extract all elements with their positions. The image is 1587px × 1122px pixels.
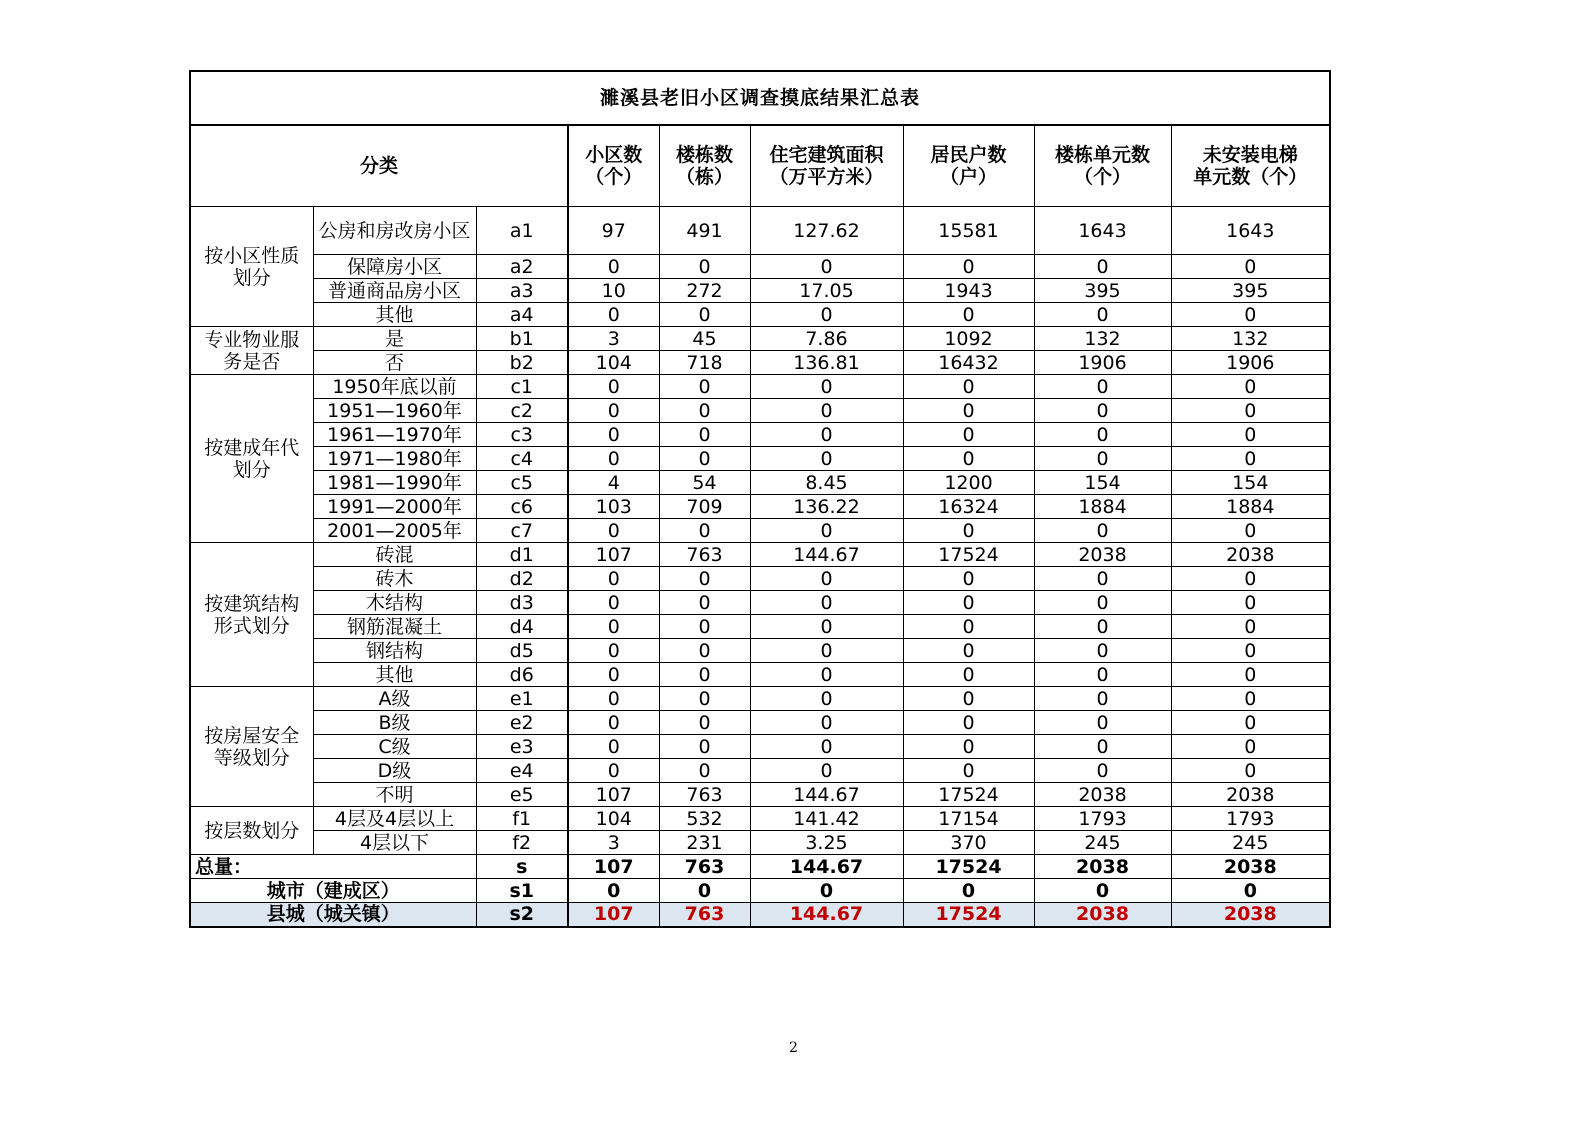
value-cell: 0 <box>903 687 1034 711</box>
value-cell: 0 <box>568 615 659 639</box>
value-cell: 104 <box>568 807 659 831</box>
value-cell: 0 <box>903 615 1034 639</box>
value-cell: 0 <box>659 423 750 447</box>
value-cell: 104 <box>568 351 659 375</box>
value-cell: 1200 <box>903 471 1034 495</box>
row-code: c1 <box>476 375 568 399</box>
value-cell: 2038 <box>1034 855 1171 879</box>
row-code: e2 <box>476 711 568 735</box>
row-name: 1950年底以前 <box>313 375 476 399</box>
summary-table <box>189 70 1331 928</box>
value-cell: 272 <box>659 279 750 303</box>
value-cell: 763 <box>659 903 750 927</box>
total-code: s <box>476 855 568 879</box>
value-cell: 0 <box>568 303 659 327</box>
row-name: 1981—1990年 <box>313 471 476 495</box>
value-cell: 0 <box>750 519 903 543</box>
total-label: 城市（建成区） <box>190 879 476 903</box>
value-cell: 231 <box>659 831 750 855</box>
value-cell: 1643 <box>1171 207 1330 255</box>
value-cell: 0 <box>659 303 750 327</box>
row-code: d6 <box>476 663 568 687</box>
header-units: 楼栋单元数 （个） <box>1034 125 1171 207</box>
value-cell: 0 <box>659 735 750 759</box>
value-cell: 2038 <box>1171 543 1330 567</box>
total-row <box>190 903 1330 927</box>
value-cell: 0 <box>903 759 1034 783</box>
row-name: 钢结构 <box>313 639 476 663</box>
value-cell: 0 <box>659 447 750 471</box>
row-code: a4 <box>476 303 568 327</box>
value-cell: 0 <box>903 519 1034 543</box>
value-cell: 7.86 <box>750 327 903 351</box>
value-cell: 0 <box>568 423 659 447</box>
row-name: 其他 <box>313 663 476 687</box>
value-cell: 0 <box>568 255 659 279</box>
value-cell: 107 <box>568 855 659 879</box>
value-cell: 0 <box>1034 519 1171 543</box>
row-code: d3 <box>476 591 568 615</box>
value-cell: 0 <box>1034 591 1171 615</box>
row-code: f1 <box>476 807 568 831</box>
value-cell: 0 <box>1034 567 1171 591</box>
table-row <box>190 207 1330 255</box>
value-cell: 0 <box>568 879 659 903</box>
value-cell: 763 <box>659 543 750 567</box>
value-cell: 0 <box>1171 447 1330 471</box>
value-cell: 1884 <box>1171 495 1330 519</box>
value-cell: 17524 <box>903 783 1034 807</box>
value-cell: 2038 <box>1034 783 1171 807</box>
row-code: a2 <box>476 255 568 279</box>
value-cell: 127.62 <box>750 207 903 255</box>
table-row <box>190 783 1330 807</box>
group-label <box>190 207 313 327</box>
value-cell: 0 <box>1171 567 1330 591</box>
row-name: 1951—1960年 <box>313 399 476 423</box>
row-name: B级 <box>313 711 476 735</box>
value-cell: 0 <box>1034 399 1171 423</box>
total-label: 总量： <box>190 855 476 879</box>
row-name: 钢筋混凝土 <box>313 615 476 639</box>
value-cell: 0 <box>1171 735 1330 759</box>
value-cell: 0 <box>1034 639 1171 663</box>
value-cell: 103 <box>568 495 659 519</box>
value-cell: 132 <box>1171 327 1330 351</box>
value-cell: 0 <box>568 591 659 615</box>
value-cell: 3 <box>568 327 659 351</box>
value-cell: 154 <box>1034 471 1171 495</box>
value-cell: 0 <box>659 591 750 615</box>
value-cell: 0 <box>1171 303 1330 327</box>
value-cell: 144.67 <box>750 903 903 927</box>
table-row <box>190 471 1330 495</box>
value-cell: 0 <box>1034 375 1171 399</box>
value-cell: 395 <box>1034 279 1171 303</box>
table-row <box>190 735 1330 759</box>
table-title: 濉溪县老旧小区调查摸底结果汇总表 <box>190 71 1330 125</box>
table-row <box>190 495 1330 519</box>
value-cell: 16324 <box>903 495 1034 519</box>
value-cell: 0 <box>1171 399 1330 423</box>
value-cell: 0 <box>903 255 1034 279</box>
group-label-line: 划分 <box>232 266 271 289</box>
value-cell: 0 <box>1034 423 1171 447</box>
value-cell: 0 <box>903 423 1034 447</box>
total-row <box>190 879 1330 903</box>
row-code: c6 <box>476 495 568 519</box>
table-row <box>190 639 1330 663</box>
value-cell: 718 <box>659 351 750 375</box>
group-label-line: 按小区性质 <box>204 244 300 267</box>
row-code: a1 <box>476 207 568 255</box>
value-cell: 45 <box>659 327 750 351</box>
value-cell: 0 <box>1171 711 1330 735</box>
table-row <box>190 615 1330 639</box>
row-code: d2 <box>476 567 568 591</box>
value-cell: 0 <box>1034 879 1171 903</box>
row-name: 2001—2005年 <box>313 519 476 543</box>
row-code: b1 <box>476 327 568 351</box>
value-cell: 0 <box>750 591 903 615</box>
value-cell: 0 <box>659 255 750 279</box>
value-cell: 0 <box>568 567 659 591</box>
value-cell: 0 <box>568 519 659 543</box>
total-code: s1 <box>476 879 568 903</box>
row-name: 木结构 <box>313 591 476 615</box>
header-buildings: 楼栋数 （栋） <box>659 125 750 207</box>
value-cell: 0 <box>750 711 903 735</box>
value-cell: 0 <box>1034 255 1171 279</box>
value-cell: 763 <box>659 783 750 807</box>
table-row <box>190 447 1330 471</box>
table-row <box>190 327 1330 351</box>
row-code: c7 <box>476 519 568 543</box>
value-cell: 0 <box>568 663 659 687</box>
value-cell: 1906 <box>1034 351 1171 375</box>
row-name: 1971—1980年 <box>313 447 476 471</box>
value-cell: 1884 <box>1034 495 1171 519</box>
value-cell: 0 <box>1171 423 1330 447</box>
table-row <box>190 711 1330 735</box>
table-row <box>190 255 1330 279</box>
value-cell: 0 <box>568 759 659 783</box>
table-row <box>190 399 1330 423</box>
row-code: e3 <box>476 735 568 759</box>
value-cell: 3.25 <box>750 831 903 855</box>
value-cell: 144.67 <box>750 543 903 567</box>
row-name: 4层以下 <box>313 831 476 855</box>
value-cell: 0 <box>903 591 1034 615</box>
value-cell: 4 <box>568 471 659 495</box>
value-cell: 136.81 <box>750 351 903 375</box>
row-code: c5 <box>476 471 568 495</box>
value-cell: 0 <box>750 375 903 399</box>
value-cell: 709 <box>659 495 750 519</box>
value-cell: 1643 <box>1034 207 1171 255</box>
row-code: d5 <box>476 639 568 663</box>
value-cell: 0 <box>659 639 750 663</box>
group-label-line: 专业物业服 <box>204 328 300 351</box>
value-cell: 0 <box>1034 663 1171 687</box>
value-cell: 0 <box>1171 759 1330 783</box>
value-cell: 0 <box>1034 759 1171 783</box>
value-cell: 0 <box>1034 447 1171 471</box>
table-row <box>190 375 1330 399</box>
value-cell: 0 <box>659 879 750 903</box>
value-cell: 17524 <box>903 543 1034 567</box>
value-cell: 0 <box>659 711 750 735</box>
value-cell: 395 <box>1171 279 1330 303</box>
value-cell: 0 <box>659 615 750 639</box>
table-row <box>190 303 1330 327</box>
value-cell: 0 <box>1034 615 1171 639</box>
group-label-line: 按层数划分 <box>204 819 300 842</box>
value-cell: 532 <box>659 807 750 831</box>
header-row <box>190 125 1330 207</box>
table-row <box>190 543 1330 567</box>
header-households: 居民户数 （户） <box>903 125 1034 207</box>
value-cell: 17524 <box>903 855 1034 879</box>
header-category: 分类 <box>190 125 568 207</box>
group-label <box>190 687 313 807</box>
table-row <box>190 687 1330 711</box>
row-code: c3 <box>476 423 568 447</box>
value-cell: 154 <box>1171 471 1330 495</box>
value-cell: 0 <box>1171 591 1330 615</box>
row-name: 否 <box>313 351 476 375</box>
value-cell: 17524 <box>903 903 1034 927</box>
value-cell: 0 <box>1171 639 1330 663</box>
value-cell: 97 <box>568 207 659 255</box>
page-number: 2 <box>789 1040 798 1056</box>
row-name: 1961—1970年 <box>313 423 476 447</box>
row-name: 1991—2000年 <box>313 495 476 519</box>
value-cell: 0 <box>903 303 1034 327</box>
row-name: D级 <box>313 759 476 783</box>
value-cell: 2038 <box>1171 855 1330 879</box>
value-cell: 0 <box>750 639 903 663</box>
value-cell: 0 <box>903 663 1034 687</box>
value-cell: 0 <box>568 735 659 759</box>
table-row <box>190 567 1330 591</box>
value-cell: 0 <box>750 759 903 783</box>
value-cell: 0 <box>1034 711 1171 735</box>
value-cell: 1092 <box>903 327 1034 351</box>
value-cell: 0 <box>1171 663 1330 687</box>
value-cell: 0 <box>750 879 903 903</box>
value-cell: 0 <box>659 567 750 591</box>
row-name: A级 <box>313 687 476 711</box>
group-label <box>190 543 313 687</box>
value-cell: 2038 <box>1171 783 1330 807</box>
value-cell: 0 <box>1171 519 1330 543</box>
value-cell: 136.22 <box>750 495 903 519</box>
table-row <box>190 807 1330 831</box>
value-cell: 0 <box>750 255 903 279</box>
value-cell: 0 <box>750 663 903 687</box>
group-label-line: 按建成年代 <box>204 436 300 459</box>
value-cell: 0 <box>903 567 1034 591</box>
value-cell: 107 <box>568 903 659 927</box>
group-label <box>190 807 313 855</box>
row-code: b2 <box>476 351 568 375</box>
row-name: 公房和房改房小区 <box>313 207 476 255</box>
value-cell: 2038 <box>1171 903 1330 927</box>
group-label-line: 划分 <box>232 458 271 481</box>
row-name: 4层及4层以上 <box>313 807 476 831</box>
value-cell: 491 <box>659 207 750 255</box>
total-code: s2 <box>476 903 568 927</box>
value-cell: 1906 <box>1171 351 1330 375</box>
value-cell: 0 <box>750 615 903 639</box>
value-cell: 15581 <box>903 207 1034 255</box>
row-code: f2 <box>476 831 568 855</box>
value-cell: 370 <box>903 831 1034 855</box>
value-cell: 0 <box>1171 687 1330 711</box>
row-code: e5 <box>476 783 568 807</box>
value-cell: 0 <box>750 735 903 759</box>
value-cell: 3 <box>568 831 659 855</box>
value-cell: 245 <box>1034 831 1171 855</box>
value-cell: 0 <box>568 375 659 399</box>
row-name: 砖混 <box>313 543 476 567</box>
value-cell: 107 <box>568 783 659 807</box>
row-code: c2 <box>476 399 568 423</box>
value-cell: 0 <box>568 687 659 711</box>
table-row <box>190 519 1330 543</box>
value-cell: 763 <box>659 855 750 879</box>
row-name: 砖木 <box>313 567 476 591</box>
value-cell: 0 <box>568 399 659 423</box>
value-cell: 1793 <box>1034 807 1171 831</box>
value-cell: 0 <box>903 711 1034 735</box>
value-cell: 0 <box>568 447 659 471</box>
value-cell: 0 <box>568 711 659 735</box>
value-cell: 54 <box>659 471 750 495</box>
value-cell: 0 <box>750 399 903 423</box>
group-label-line: 等级划分 <box>213 746 290 769</box>
value-cell: 1793 <box>1171 807 1330 831</box>
table-row <box>190 279 1330 303</box>
value-cell: 16432 <box>903 351 1034 375</box>
value-cell: 0 <box>903 879 1034 903</box>
value-cell: 0 <box>659 687 750 711</box>
group-label-line: 按房屋安全 <box>204 724 300 747</box>
value-cell: 0 <box>1171 879 1330 903</box>
value-cell: 0 <box>903 639 1034 663</box>
header-communities: 小区数 （个） <box>568 125 659 207</box>
value-cell: 8.45 <box>750 471 903 495</box>
value-cell: 0 <box>659 375 750 399</box>
row-name: 不明 <box>313 783 476 807</box>
value-cell: 0 <box>903 735 1034 759</box>
row-code: d4 <box>476 615 568 639</box>
row-code: d1 <box>476 543 568 567</box>
value-cell: 2038 <box>1034 903 1171 927</box>
value-cell: 17154 <box>903 807 1034 831</box>
value-cell: 245 <box>1171 831 1330 855</box>
group-label <box>190 375 313 543</box>
value-cell: 0 <box>750 687 903 711</box>
value-cell: 0 <box>1034 735 1171 759</box>
table-row <box>190 663 1330 687</box>
row-code: e4 <box>476 759 568 783</box>
value-cell: 0 <box>659 663 750 687</box>
value-cell: 0 <box>1171 375 1330 399</box>
value-cell: 141.42 <box>750 807 903 831</box>
value-cell: 0 <box>659 399 750 423</box>
value-cell: 1943 <box>903 279 1034 303</box>
table-row <box>190 351 1330 375</box>
group-label <box>190 327 313 375</box>
value-cell: 107 <box>568 543 659 567</box>
value-cell: 0 <box>903 375 1034 399</box>
value-cell: 0 <box>750 423 903 447</box>
group-label-line: 形式划分 <box>213 614 290 637</box>
row-name: 其他 <box>313 303 476 327</box>
value-cell: 0 <box>1171 255 1330 279</box>
row-name: 普通商品房小区 <box>313 279 476 303</box>
value-cell: 0 <box>659 759 750 783</box>
group-label-line: 按建筑结构 <box>204 592 300 615</box>
total-row <box>190 855 1330 879</box>
value-cell: 132 <box>1034 327 1171 351</box>
group-label-line: 务是否 <box>223 350 281 373</box>
table-row <box>190 831 1330 855</box>
total-label: 县城（城关镇） <box>190 903 476 927</box>
value-cell: 0 <box>568 639 659 663</box>
value-cell: 0 <box>750 447 903 471</box>
value-cell: 0 <box>750 303 903 327</box>
value-cell: 144.67 <box>750 783 903 807</box>
value-cell: 0 <box>1034 687 1171 711</box>
table-row <box>190 591 1330 615</box>
table-row <box>190 423 1330 447</box>
row-code: e1 <box>476 687 568 711</box>
value-cell: 0 <box>1034 303 1171 327</box>
value-cell: 10 <box>568 279 659 303</box>
row-name: 保障房小区 <box>313 255 476 279</box>
value-cell: 0 <box>1171 615 1330 639</box>
value-cell: 2038 <box>1034 543 1171 567</box>
value-cell: 0 <box>750 567 903 591</box>
table-row <box>190 759 1330 783</box>
value-cell: 17.05 <box>750 279 903 303</box>
row-code: a3 <box>476 279 568 303</box>
value-cell: 144.67 <box>750 855 903 879</box>
row-name: C级 <box>313 735 476 759</box>
value-cell: 0 <box>659 519 750 543</box>
header-floor-area: 住宅建筑面积 （万平方米） <box>750 125 903 207</box>
row-code: c4 <box>476 447 568 471</box>
value-cell: 0 <box>903 447 1034 471</box>
header-no-elevator-units: 未安装电梯 单元数（个） <box>1171 125 1330 207</box>
value-cell: 0 <box>903 399 1034 423</box>
row-name: 是 <box>313 327 476 351</box>
